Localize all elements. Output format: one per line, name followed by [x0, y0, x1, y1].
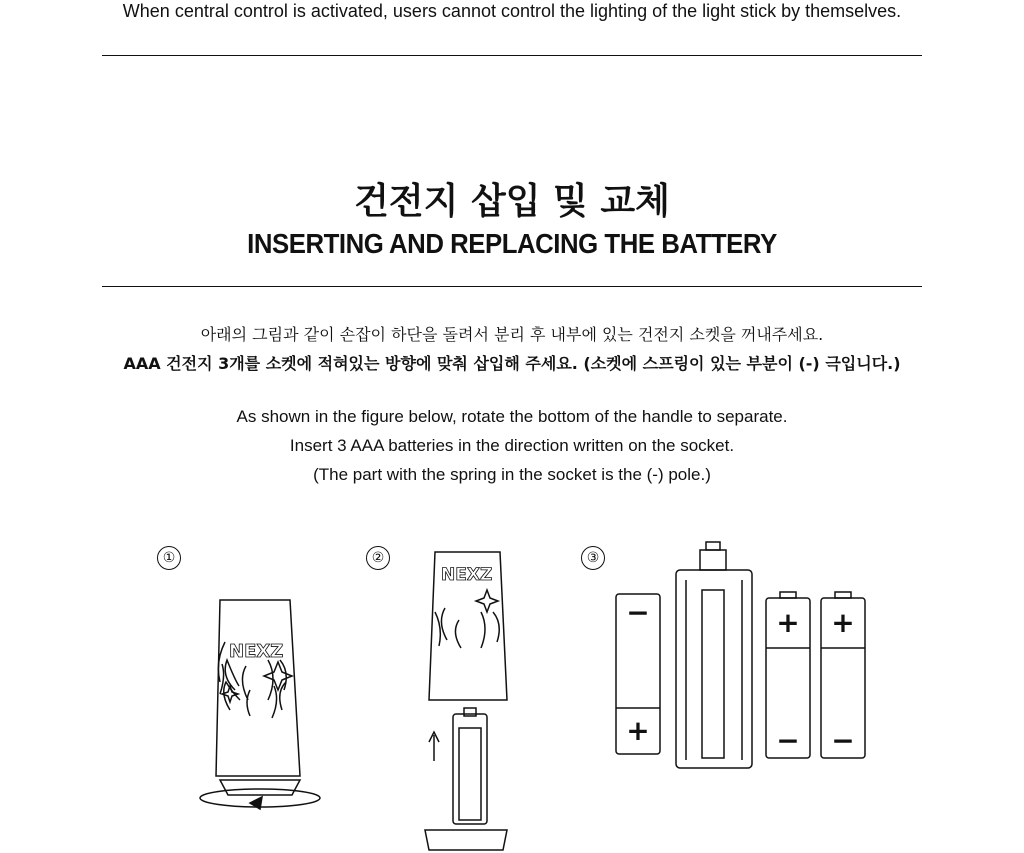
battery-socket: [453, 714, 487, 824]
instruction-ko-line: AAA 건전지 3개를 소켓에 적혀있는 방향에 맞춰 삽입해 주세요. (소켓에 스프링이 있는 부분이 (-) 극입니다.): [123, 354, 901, 373]
step-number-2: ②: [366, 546, 390, 570]
logo-nexz: NEXZ: [229, 641, 284, 662]
intro-text: When central control is activated, users cannot control the lighting of the light stick by themselves.: [122, 1, 902, 21]
instruction-en-line: As shown in the figure below, rotate the bottom of the handle to separate.: [236, 407, 788, 426]
step3-batteries-illustration: [610, 540, 875, 775]
minus-sign: −: [626, 596, 650, 629]
instruction-en-line: (The part with the spring in the socket is the (-) pole.): [313, 465, 711, 484]
step-number-3: ③: [581, 546, 605, 570]
instruction-en-line: Insert 3 AAA batteries in the direction written on the socket.: [289, 436, 735, 455]
step-number-1: ①: [157, 546, 181, 570]
plus-sign: +: [831, 606, 855, 639]
instructions-korean: [0, 320, 1024, 378]
minus-sign: −: [831, 724, 855, 757]
plus-sign: +: [626, 714, 650, 747]
handle-cap: [220, 780, 300, 795]
instruction-ko-line: 아래의 그림과 같이 손잡이 하단을 돌려서 분리 후 내부에 있는 건전지 소켓을 꺼내주세요.: [200, 325, 824, 344]
up-arrow-icon: [429, 732, 439, 761]
minus-sign: −: [776, 724, 800, 757]
divider-section: [102, 286, 922, 287]
step1-handle-illustration: [190, 590, 330, 820]
section-title-en: INSERTING AND REPLACING THE BATTERY: [247, 228, 777, 259]
divider-top: [102, 55, 922, 56]
step2-handle-illustration: [415, 548, 525, 853]
handle-cap: [425, 830, 507, 850]
battery-socket: [676, 570, 752, 768]
section-title-ko: 건전지 삽입 및 교체: [354, 181, 670, 222]
instructions-english: [0, 402, 1024, 489]
plus-sign: +: [776, 606, 800, 639]
logo-nexz: NEXZ: [441, 565, 493, 585]
